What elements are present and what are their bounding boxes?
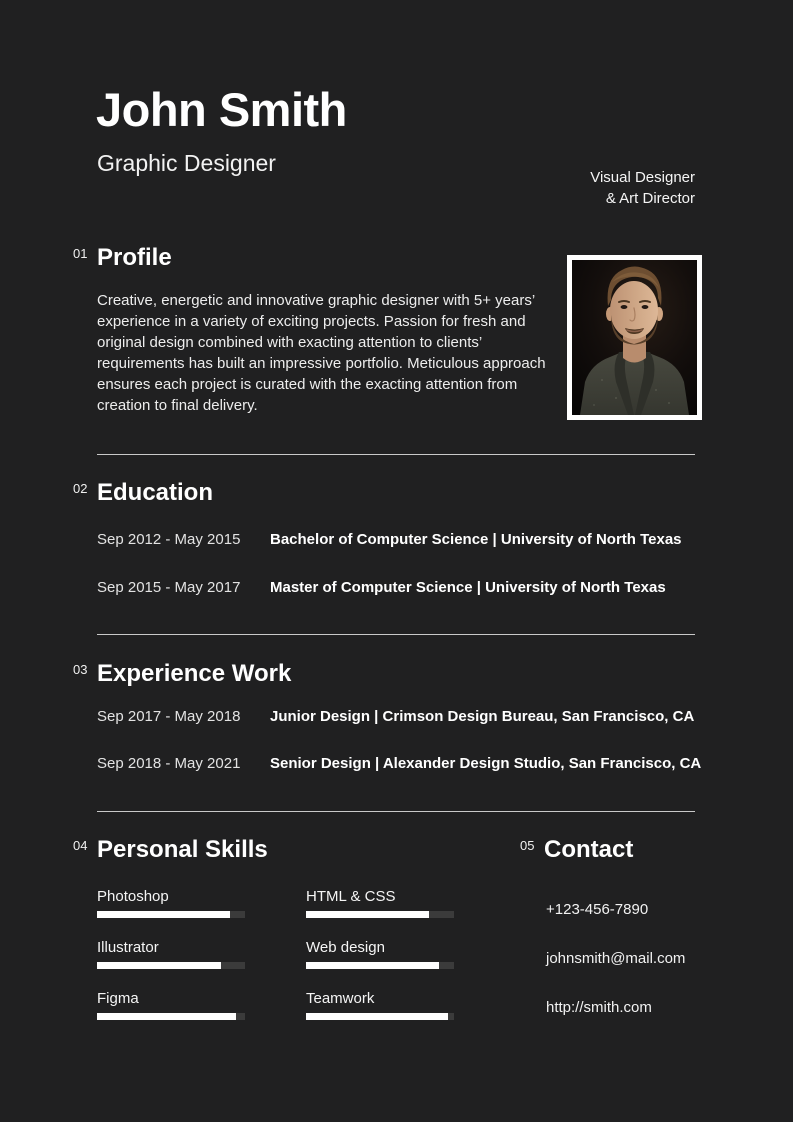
- skill-bar-fill: [97, 911, 230, 918]
- skill-item-web-design: [306, 939, 454, 969]
- skill-item-figma: [97, 990, 245, 1020]
- education-item: [97, 579, 682, 597]
- skills-column-right: [306, 888, 454, 1041]
- tagline-line-1: Visual Designer: [590, 169, 695, 186]
- portrait-image: [572, 260, 697, 415]
- section-contact: [520, 836, 685, 1048]
- section-heading-education: [73, 479, 682, 507]
- section-title-contact: Contact: [544, 836, 634, 863]
- skill-label: Web design: [306, 939, 385, 956]
- education-dates: Sep 2015 - May 2017: [97, 579, 241, 596]
- skill-bar-track: [306, 962, 454, 969]
- skill-bar-fill: [306, 1013, 448, 1020]
- skill-bar-fill: [306, 962, 439, 969]
- skills-column-left: [97, 888, 245, 1041]
- section-profile: [73, 244, 553, 416]
- experience-item: [97, 755, 701, 773]
- section-number-education: 02: [73, 481, 88, 496]
- skill-item-html-css: [306, 888, 454, 918]
- section-education: [73, 479, 682, 597]
- education-description: Master of Computer Science | University of North Texas: [270, 579, 666, 596]
- education-dates: Sep 2012 - May 2015: [97, 531, 241, 548]
- skill-bar-fill: [97, 962, 221, 969]
- section-title-skills: Personal Skills: [97, 836, 268, 863]
- contact-website: http://smith.com: [546, 999, 652, 1016]
- skill-bar-track: [306, 911, 454, 918]
- experience-description: Junior Design | Crimson Design Bureau, San Francisco, CA: [270, 708, 695, 725]
- job-title: Graphic Designer: [97, 150, 276, 176]
- section-number-profile: 01: [73, 246, 88, 261]
- section-number-skills: 04: [73, 838, 88, 853]
- skill-bar-track: [97, 911, 245, 918]
- skill-bar-fill: [97, 1013, 236, 1020]
- education-description: Bachelor of Computer Science | University of North Texas: [270, 531, 682, 548]
- skill-item-illustrator: [97, 939, 245, 969]
- contact-phone: +123-456-7890: [546, 901, 649, 918]
- experience-description: Senior Design | Alexander Design Studio, San Francisco, CA: [270, 755, 702, 772]
- section-heading-profile: [73, 244, 553, 272]
- section-title-education: Education: [97, 479, 214, 506]
- skill-bar-track: [306, 1013, 454, 1020]
- section-title-experience: Experience Work: [97, 660, 292, 687]
- profile-summary: Creative, energetic and innovative graphic designer with 5+ years’ experience in a variety of exciting projects. Passion for fresh and original design combined with exacting attention to clients’ requirements has built an impressive portfolio. Meticulous approach ensures each project is curated with the exacting attention from creation to final delivery.: [97, 292, 546, 414]
- section-number-experience: 03: [73, 662, 88, 677]
- skill-label: Illustrator: [97, 939, 159, 956]
- section-title-profile: Profile: [97, 244, 172, 271]
- profile-photo: [567, 255, 702, 420]
- section-number-contact: 05: [520, 838, 535, 853]
- skill-label: Photoshop: [97, 888, 169, 905]
- skill-item-photoshop: [97, 888, 245, 918]
- experience-item: [97, 708, 701, 726]
- divider-education-experience: [97, 634, 695, 635]
- experience-dates: Sep 2017 - May 2018: [97, 708, 241, 725]
- skill-item-teamwork: [306, 990, 454, 1020]
- skill-label: HTML & CSS: [306, 888, 396, 905]
- divider-experience-bottom: [97, 811, 695, 812]
- skill-label: Teamwork: [306, 990, 375, 1007]
- section-heading-contact: [520, 836, 685, 864]
- section-skills: [73, 836, 454, 1041]
- skill-bar-track: [97, 1013, 245, 1020]
- person-name: John Smith: [96, 83, 347, 136]
- skill-label: Figma: [97, 990, 139, 1007]
- tagline: [590, 167, 695, 209]
- skill-bar-track: [97, 962, 245, 969]
- contact-email: johnsmith@mail.com: [546, 950, 686, 967]
- experience-dates: Sep 2018 - May 2021: [97, 755, 241, 772]
- section-experience: [73, 660, 701, 773]
- divider-profile-education: [97, 454, 695, 455]
- section-heading-experience: [73, 660, 701, 688]
- tagline-line-2: & Art Director: [605, 190, 695, 207]
- education-item: [97, 531, 682, 549]
- skill-bar-fill: [306, 911, 429, 918]
- section-heading-skills: [73, 836, 454, 864]
